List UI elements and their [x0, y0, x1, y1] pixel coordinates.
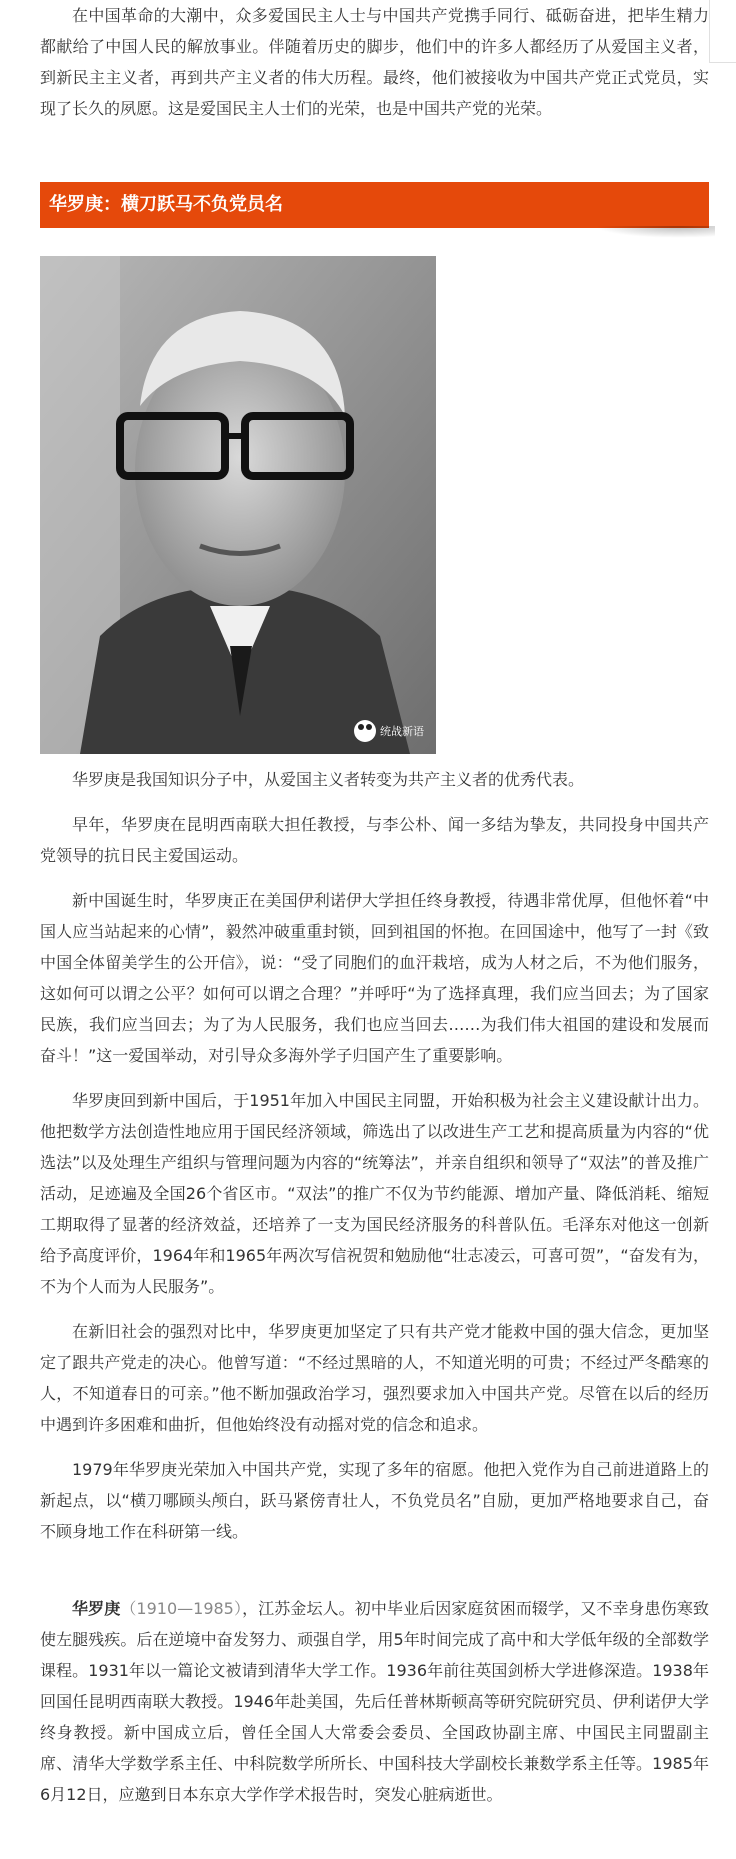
article-body — [40, 0, 709, 1810]
paragraph-3: 新中国诞生时，华罗庚正在美国伊利诺伊大学担任终身教授，待遇非常优厚，但他怀着“中国人应当站起来的心情”，毅然冲破重重封锁，回到祖国的怀抱。在回国途中，他写了一封《致中国全体留美学生的公开信》，说：“受了同胞们的血汗栽培，成为人材之后，不为他们服务，这如何可以谓之公平？如何可以谓之合理？”并呼吁“为了选择真理，我们应当回去；为了国家民族，我们应当回去；为了为人民服务，我们也应当回去……为我们伟大祖国的建设和发展而奋斗！”这一爱国举动，对引导众多海外学子归国产生了重要影响。 — [40, 891, 709, 1065]
bio-paragraph — [40, 1593, 709, 1810]
watermark-text: 统战新语 — [380, 725, 424, 738]
bio-name: 华罗庚 — [72, 1599, 121, 1618]
portrait-illustration — [40, 256, 436, 754]
portrait-photo — [40, 256, 436, 754]
bio-text: ，江苏金坛人。初中毕业后因家庭贫困而辍学，又不幸身患伤寒致使左腿残疾。后在逆境中奋发努力、顽强自学，用5年时间完成了高中和大学低年级的全部数学课程。1931年以一篇论文被请到清华大学工作。1936年前往英国剑桥大学进修深造。1938年回国任昆明西南联大教授。1946年赴美国，先后任普林斯顿高等研究院研究员、伊利诺伊大学终身教授。新中国成立后，曾任全国人大常委会委员、全国政协副主席、中国民主同盟副主席、清华大学数学系主任、中科院数学所所长、中国科技大学副校长兼数学系主任等。1985年6月12日，应邀到日本东京大学作学术报告时，突发心脏病逝世。 — [40, 1599, 709, 1804]
section-banner — [40, 182, 709, 228]
paragraph-4: 华罗庚回到新中国后，于1951年加入中国民主同盟，开始积极为社会主义建设献计出力。他把数学方法创造性地应用于国民经济领域，筛选出了以改进生产工艺和提高质量为内容的“优选法”以及处理生产组织与管理问题为内容的“统筹法”，并亲自组织和领导了“双法”的普及推广活动，足迹遍及全国26个省区市。“双法”的推广不仅为节约能源、增加产量、降低消耗、缩短工期取得了显著的经济效益，还培养了一支为国民经济服务的科普队伍。毛泽东对他这一创新给予高度评价，1964年和1965年两次写信祝贺和勉励他“壮志凌云，可喜可贺”，“奋发有为，不为个人而为人民服务”。 — [40, 1091, 709, 1296]
paragraph-5: 在新旧社会的强烈对比中，华罗庚更加坚定了只有共产党才能救中国的强大信念，更加坚定了跟共产党走的决心。他曾写道：“不经过黑暗的人，不知道光明的可贵；不经过严冬酷寒的人，不知道春日的可亲。”他不断加强政治学习，强烈要求加入中国共产党。尽管在以后的经历中遇到许多困难和曲折，但他始终没有动摇对党的信念和追求。 — [40, 1322, 709, 1434]
section-title: 华罗庚：横刀跃马不负党员名 — [49, 194, 283, 215]
panda-icon — [354, 720, 376, 742]
top-divider — [709, 0, 736, 63]
paragraph-1: 华罗庚是我国知识分子中，从爱国主义者转变为共产主义者的优秀代表。 — [72, 770, 585, 789]
paragraph-6: 1979年华罗庚光荣加入中国共产党，实现了多年的宿愿。他把入党作为自己前进道路上的新起点，以“横刀哪顾头颅白，跃马紧傍青壮人，不负党员名”自励，更加严格地要求自己，奋不顾身地工作在科研第一线。 — [40, 1460, 709, 1541]
banner-shadow — [595, 226, 715, 238]
paragraph-2: 早年，华罗庚在昆明西南联大担任教授，与李公朴、闻一多结为挚友，共同投身中国共产党领导的抗日民主爱国运动。 — [40, 815, 709, 865]
watermark — [354, 720, 424, 742]
bio-dates: （1910—1985） — [120, 1599, 243, 1618]
intro-paragraph: 在中国革命的大潮中，众多爱国民主人士与中国共产党携手同行、砥砺奋进，把毕生精力都献给了中国人民的解放事业。伴随着历史的脚步，他们中的许多人都经历了从爱国主义者，到新民主主义者，再到共产主义者的伟大历程。最终，他们被接收为中国共产党正式党员，实现了长久的夙愿。这是爱国民主人士们的光荣，也是中国共产党的光荣。 — [40, 6, 709, 118]
